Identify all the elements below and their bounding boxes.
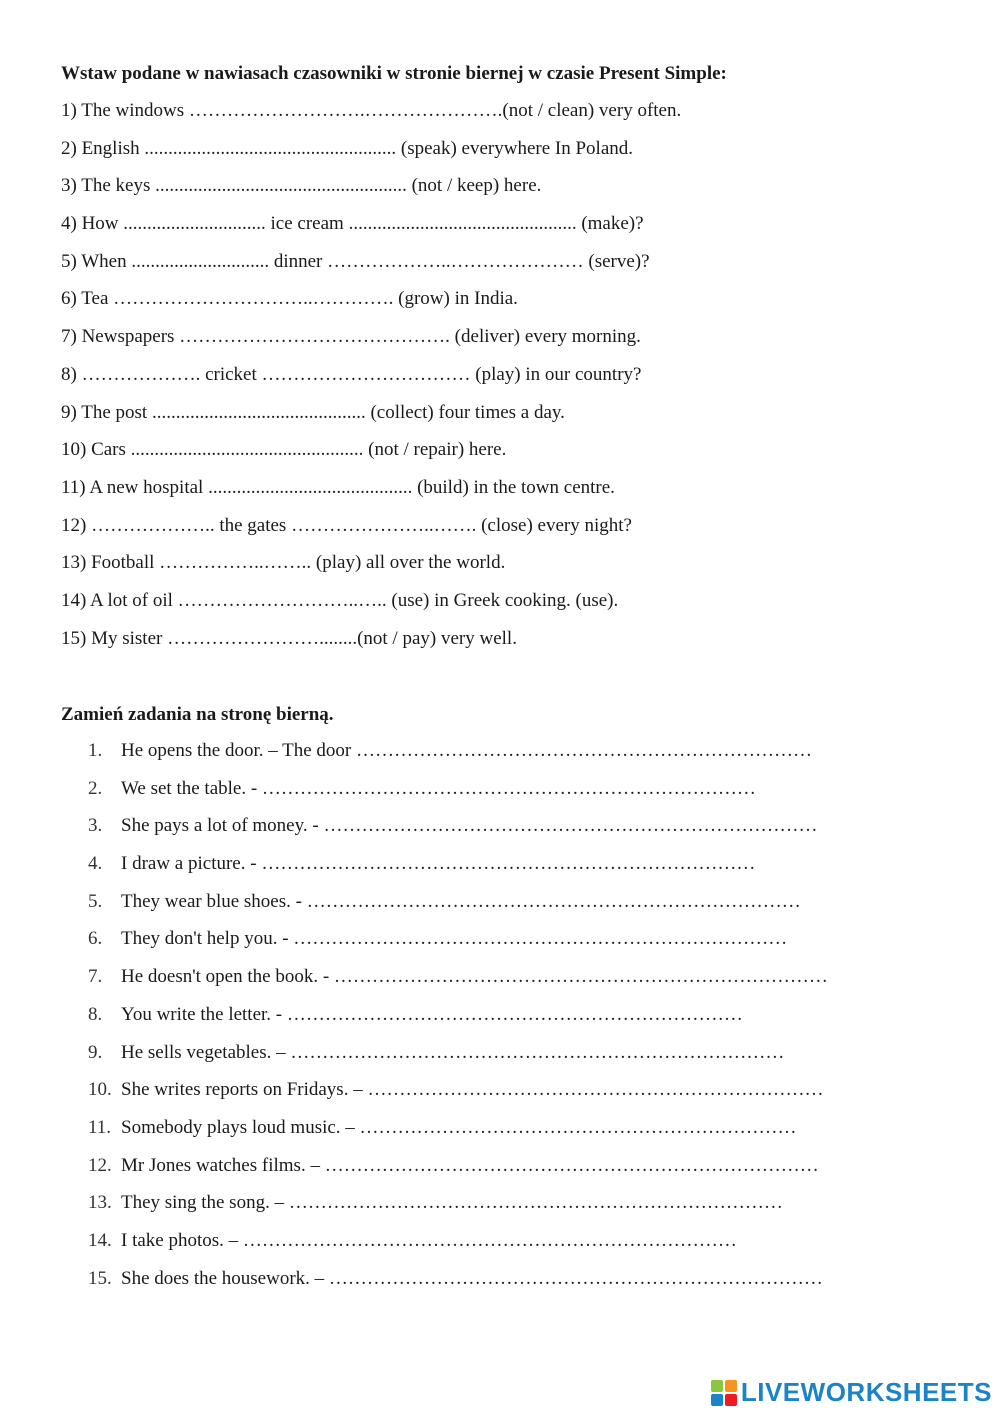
item-text: They wear blue shoes. - …………………………………………………………………… <box>121 890 801 912</box>
exercise-2-item <box>88 778 828 816</box>
item-text: Mr Jones watches films. – …………………………………………………………………… <box>121 1154 819 1176</box>
exercise-1-list <box>61 100 681 665</box>
exercise-1-item: 1) The windows ……………………….………………….(not / clean) very often. <box>61 100 682 121</box>
exercise-1-item: 7) Newspapers ……………………………………. (deliver) every morning. <box>61 326 641 348</box>
item-text: She does the housework. – …………………………………………………………………… <box>121 1267 823 1289</box>
item-number: 6. <box>88 928 103 950</box>
item-number: 3. <box>88 815 103 837</box>
liveworksheets-logo-icon <box>711 1380 737 1406</box>
exercise-2-item <box>88 891 828 929</box>
item-text: You write the letter. - ……………………………………………………………… <box>121 1003 743 1025</box>
item-number: 7. <box>88 966 103 988</box>
exercise-1-item: 10) Cars ................................................. (not / repair) here. <box>61 439 507 461</box>
exercise-1-item: 15) My sister ……………………........(not / pay) very well. <box>61 627 517 649</box>
exercise-2-item <box>88 1192 828 1230</box>
item-number: 10. <box>88 1079 112 1101</box>
logo-mark-square <box>711 1380 723 1392</box>
item-number: 9. <box>88 1041 103 1063</box>
item-text: He opens the door. – The door ……………………………………………………………… <box>121 740 812 761</box>
exercise-2-item <box>88 1268 828 1306</box>
item-text: I draw a picture. - …………………………………………………………………… <box>121 853 756 875</box>
item-text: She writes reports on Fridays. – ……………………………………………………………… <box>121 1079 824 1101</box>
logo-mark-square <box>725 1394 737 1406</box>
item-text: He doesn't open the book. - …………………………………………………………………… <box>121 966 828 988</box>
exercise-1-item: 14) A lot of oil ………………………..….. (use) in Greek cooking. (use). <box>61 589 619 611</box>
exercise-1-item: 3) The keys ..................................................... (not / keep) here. <box>61 175 542 197</box>
item-text: He sells vegetables. – …………………………………………………………………… <box>121 1041 785 1063</box>
exercise-1-item: 5) When ............................. dinner ………………..………………… (serve)? <box>61 250 650 272</box>
logo-mark-square <box>725 1380 737 1392</box>
exercise-2-item <box>88 740 828 778</box>
item-number: 13. <box>88 1192 112 1214</box>
exercise-1-item: 9) The post ............................................. (collect) four times a day. <box>61 401 565 423</box>
exercise-1-item: 2) English ..................................................... (speak) everywhere In Poland. <box>61 137 634 159</box>
exercise-2-item <box>88 928 828 966</box>
exercise-2-item <box>88 1042 828 1080</box>
item-text: They don't help you. - …………………………………………………………………… <box>121 928 788 950</box>
liveworksheets-logo[interactable] <box>711 1377 992 1408</box>
item-number: 4. <box>88 853 103 875</box>
item-text: She pays a lot of money. - …………………………………………………………………… <box>121 815 818 837</box>
item-number: 5. <box>88 890 103 912</box>
exercise-2-list <box>88 740 828 1305</box>
item-number: 12. <box>88 1154 112 1176</box>
exercise-1-item: 12) ……………….. the gates …………………..……. (close) every night? <box>61 514 632 536</box>
exercise-2-item <box>88 853 828 891</box>
exercise-1-title: Wstaw podane w nawiasach czasowniki w stronie biernej w czasie Present Simple: <box>61 63 727 84</box>
item-number: 11. <box>88 1116 112 1138</box>
exercise-1-item: 13) Football ……………..…….. (play) all over the world. <box>61 552 506 574</box>
item-number: 1. <box>88 740 103 761</box>
logo-text: LIVEWORKSHEETS <box>740 1377 992 1407</box>
item-text: Somebody plays loud music. – …………………………………………………………… <box>121 1116 797 1138</box>
item-number: 8. <box>88 1003 103 1025</box>
exercise-2-item <box>88 1230 828 1268</box>
item-number: 14. <box>88 1229 112 1251</box>
exercise-2-item <box>88 1004 828 1042</box>
item-number: 15. <box>88 1267 112 1289</box>
exercise-2-item <box>88 1155 828 1193</box>
exercise-1-item: 11) A new hospital ........................................... (build) in the town centre. <box>61 476 615 498</box>
item-text: We set the table. - …………………………………………………………………… <box>121 777 756 799</box>
exercise-2-item <box>88 1079 828 1117</box>
item-number: 2. <box>88 777 103 799</box>
exercise-2-item <box>88 815 828 853</box>
exercise-2-item <box>88 1117 828 1155</box>
exercise-2-item <box>88 966 828 1004</box>
item-text: I take photos. – …………………………………………………………………… <box>121 1229 737 1251</box>
logo-mark-square <box>711 1394 723 1406</box>
item-text: They sing the song. – …………………………………………………………………… <box>121 1192 783 1214</box>
exercise-1-item: 4) How .............................. ice cream ................................................ (make)? <box>61 213 644 235</box>
exercise-2-title: Zamień zadania na stronę bierną. <box>61 704 334 725</box>
exercise-1-item: 6) Tea …………………………..…………. (grow) in India. <box>61 288 518 310</box>
exercise-1-item: 8) ………………. cricket …………………………… (play) in our country? <box>61 363 642 385</box>
